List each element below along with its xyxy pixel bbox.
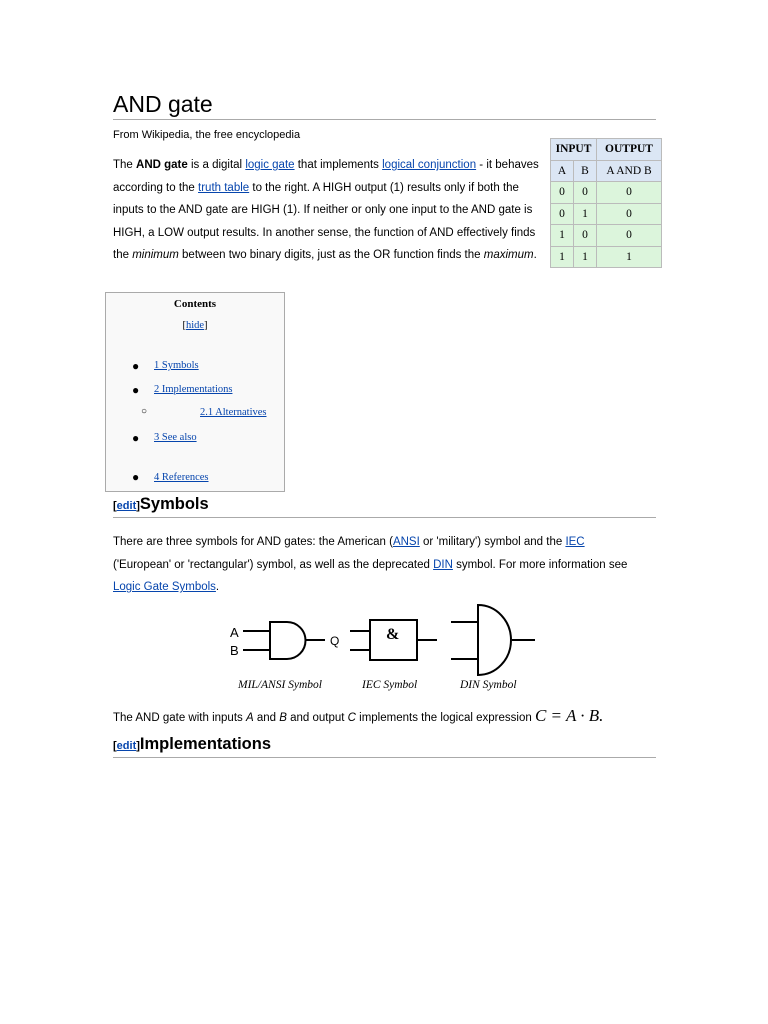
truth-table-col-a: A [551,160,574,182]
symbols-title: Symbols [139,495,209,513]
logic-gate-symbols-link[interactable]: Logic Gate Symbols [113,581,216,594]
toc-hide-toggle [106,320,284,331]
tagline: From Wikipedia, the free encyclopedia [113,129,301,141]
implementations-edit-link[interactable]: edit [116,740,137,752]
page-title: AND gate [113,91,213,117]
symbols-text: ('European' or 'rectangular') symbol, as well as the deprecated [113,558,434,571]
table-of-contents [105,292,285,492]
toc-bullet-icon: ● [132,431,140,445]
truth-table-cell: 0 [551,182,574,204]
minimum-emphasis: minimum [132,249,179,262]
toc-item-references[interactable]: 4 References [154,472,209,483]
intro-text: - it behaves according to the [113,159,539,194]
intro-text: . [533,249,537,262]
caption-din: DIN Symbol [460,679,517,691]
title-divider [113,119,656,120]
gate-input-a-label: A [230,625,239,640]
truth-table-cell: 0 [574,182,597,204]
var-a: A [245,712,254,724]
truth-table-header-input: INPUT [551,139,597,161]
truth-table-col-output: A AND B [597,160,662,182]
truth-table-cell: 1 [551,246,574,268]
truth-table-header-output: OUTPUT [597,139,662,161]
caption-iec: IEC Symbol [362,679,418,691]
iec-ampersand: & [386,626,400,643]
symbols-heading [113,494,209,516]
symbols-edit-link[interactable]: edit [116,500,137,512]
gate-symbols-drawing [225,600,545,680]
expression-text: implements the logical expression [355,712,535,724]
symbols-heading-block [113,494,209,516]
toc-bracket: [ [182,320,186,331]
intro-bold-term: AND gate [136,159,188,171]
implementations-heading [113,734,271,756]
expression-line [113,706,603,726]
iec-link[interactable]: IEC [565,536,585,548]
implementations-title: Implementations [139,735,272,753]
ansi-link[interactable]: ANSI [392,536,420,548]
var-c: C [347,712,356,724]
truth-table [550,138,662,268]
truth-table-cell: 0 [597,225,662,247]
implementations-heading-block [113,734,271,756]
truth-table-link[interactable]: truth table [198,181,250,194]
toc-bracket: ] [204,320,208,331]
intro-text: The [113,159,137,171]
implementations-divider [113,757,656,758]
toc-item-symbols[interactable]: 1 Symbols [154,360,199,371]
truth-table-row [551,203,662,225]
symbols-text: . [215,581,220,594]
edit-bracket: ] [136,500,140,512]
edit-bracket: ] [136,740,140,752]
toc-hide-link[interactable]: hide [185,320,205,331]
din-and-gate-icon [451,605,535,675]
truth-table-cell: 0 [597,203,662,225]
caption-ansi: MIL/ANSI Symbol [238,679,323,691]
intro-text: that implements [294,159,383,171]
expression-text: and output [286,712,348,724]
toc-item-implementations[interactable]: 2 Implementations [154,384,233,395]
toc-bullet-icon: ● [132,470,140,484]
intro-text: is a digital [187,159,246,171]
symbols-text: or 'military') symbol and the [419,536,566,548]
intro-text: between two binary digits, just as the OR function finds the [178,249,484,262]
toc-item-alternatives[interactable]: 2.1 Alternatives [200,407,267,418]
logic-gate-link[interactable]: logic gate [245,159,295,171]
logical-conjunction-link[interactable]: logical conjunction [382,159,477,171]
truth-table-cell: 0 [574,225,597,247]
gate-output-q-label: Q [330,634,340,648]
expression-text: The AND gate with inputs [113,712,246,724]
symbols-divider [113,517,656,518]
toc-bullet-icon: ● [132,359,140,373]
expression-text: and [253,712,280,724]
symbols-text: symbol. For more information see [452,558,628,571]
din-link[interactable]: DIN [433,558,453,571]
truth-table-cell: 1 [574,246,597,268]
symbols-paragraph [113,531,633,599]
truth-table-col-b: B [574,160,597,182]
symbols-edit [113,500,140,512]
edit-bracket: [ [113,500,117,512]
var-b: B [279,712,287,724]
toc-bullet-icon: ● [132,383,140,397]
truth-table-cell: 1 [574,203,597,225]
truth-table-cell: 0 [551,203,574,225]
intro-paragraph [113,154,543,267]
toc-item-see-also[interactable]: 3 See also [154,432,197,443]
gate-symbols-figure [225,600,545,700]
symbols-text: There are three symbols for AND gates: the American ( [113,536,393,548]
truth-table-row [551,246,662,268]
ansi-and-gate-icon [243,622,325,659]
implementations-edit [113,740,140,752]
edit-bracket: [ [113,740,117,752]
truth-table-cell: 1 [597,246,662,268]
truth-table-row [551,225,662,247]
truth-table-cell: 0 [597,182,662,204]
truth-table-cell: 1 [551,225,574,247]
maximum-emphasis: maximum [483,249,534,262]
truth-table-row [551,182,662,204]
gate-input-b-label: B [230,643,239,658]
intro-text: to the right. A HIGH output (1) results only if both the inputs to the AND gate are HIGH (1). If neither or only one input to the AND gate is HIGH, a LOW output results. In another sense, the function of AND effectively finds the [113,181,536,262]
toc-title: Contents [173,298,217,310]
toc-circle-icon: ○ [141,406,148,417]
logical-expression: C = A · B. [534,706,604,725]
